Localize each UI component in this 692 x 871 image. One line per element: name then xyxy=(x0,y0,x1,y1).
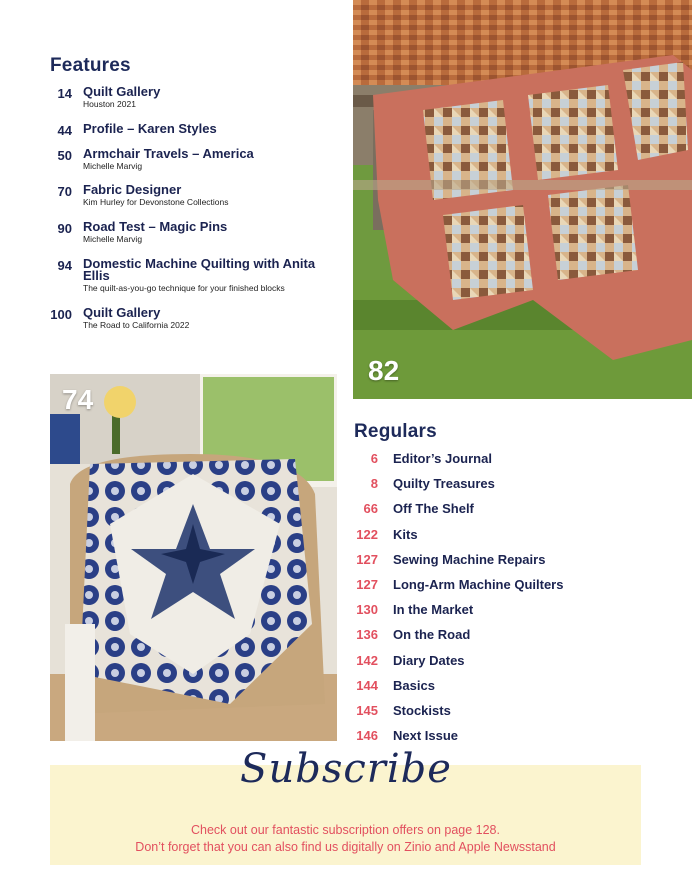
regulars-item-title: Diary Dates xyxy=(393,652,465,668)
features-item-title: Armchair Travels – America xyxy=(83,146,254,161)
quilt-on-fence-photo xyxy=(353,0,692,399)
regulars-item-title: On the Road xyxy=(393,627,471,643)
features-item-subtitle: The quilt-as-you-go technique for your finished blocks xyxy=(83,283,285,293)
regulars-item-page: 8 xyxy=(370,476,378,492)
regulars-item xyxy=(352,552,652,577)
regulars-item xyxy=(352,703,652,728)
regulars-item-title: Basics xyxy=(393,677,435,693)
features-item-title: Quilt Gallery xyxy=(83,305,161,320)
features-item-page: 94 xyxy=(57,258,72,273)
features-item-page: 70 xyxy=(57,184,72,199)
features-item xyxy=(50,148,340,172)
regulars-item-title: Long-Arm Machine Quilters xyxy=(393,576,564,592)
subscribe-digital-text: Don’t forget that you can also find us digitally on Zinio and Apple Newsstand xyxy=(135,840,556,854)
features-item-page: 90 xyxy=(57,221,72,236)
regulars-item-title: Next Issue xyxy=(393,728,459,744)
regulars-item-page: 136 xyxy=(356,627,378,643)
regulars-item-page: 122 xyxy=(356,526,378,542)
regulars-item-page: 127 xyxy=(356,551,378,567)
features-item-subtitle: Houston 2021 xyxy=(83,99,136,109)
regulars-list xyxy=(352,451,652,753)
regulars-item xyxy=(352,678,652,703)
features-list xyxy=(50,86,340,331)
features-item-title: Road Test – Magic Pins xyxy=(83,219,228,234)
regulars-item xyxy=(352,476,652,501)
regulars-item-page: 66 xyxy=(363,501,378,517)
features-item-title: Profile – Karen Styles xyxy=(83,121,217,136)
regulars-item-title: In the Market xyxy=(393,602,474,618)
features-item-subtitle: Michelle Marvig xyxy=(83,161,143,171)
regulars-item-page: 145 xyxy=(356,702,378,718)
features-item-title: Fabric Designer xyxy=(83,182,182,197)
regulars-item xyxy=(352,501,652,526)
regulars-item-page: 130 xyxy=(356,602,378,618)
features-item-subtitle: The Road to California 2022 xyxy=(83,320,190,330)
regulars-item-page: 6 xyxy=(370,451,378,466)
regulars-item-page: 127 xyxy=(356,576,378,592)
features-item-page: 14 xyxy=(57,86,72,101)
features-item-page: 50 xyxy=(57,148,72,163)
regulars-item xyxy=(352,577,652,602)
features-item-subtitle: Kim Hurley for Devonstone Collections xyxy=(83,197,229,207)
features-item-page: 44 xyxy=(57,123,72,138)
blue-quilt-chair-photo xyxy=(50,374,337,741)
regulars-item-page: 144 xyxy=(356,677,378,693)
features-item-page: 100 xyxy=(50,307,72,322)
page-number-74: 74 xyxy=(62,384,94,415)
features-item xyxy=(50,258,340,294)
subscribe-heading: Subscribe xyxy=(240,746,452,792)
regulars-item xyxy=(352,527,652,552)
regulars-item-title: Kits xyxy=(393,526,418,542)
page-number-82: 82 xyxy=(368,355,400,386)
regulars-item-title: Off The Shelf xyxy=(393,501,474,517)
regulars-item-title: Stockists xyxy=(393,702,451,718)
features-item-title: Domestic Machine Quilting with Anita Ellis xyxy=(83,256,316,283)
regulars-item-page: 142 xyxy=(356,652,378,668)
features-item xyxy=(50,221,340,245)
subscribe-offer-text: Check out our fantastic subscription offers on page 128. xyxy=(191,823,500,837)
features-heading: Features xyxy=(50,55,131,76)
features-item xyxy=(50,307,340,331)
features-item xyxy=(50,184,340,208)
features-item-subtitle: Michelle Marvig xyxy=(83,234,143,244)
regulars-item-title: Quilty Treasures xyxy=(393,476,495,492)
regulars-item-page: 146 xyxy=(356,728,378,744)
features-item xyxy=(50,121,340,138)
features-item-title: Quilt Gallery xyxy=(83,84,161,99)
regulars-item xyxy=(352,451,652,476)
regulars-item xyxy=(352,602,652,627)
regulars-item xyxy=(352,653,652,678)
regulars-item xyxy=(352,627,652,652)
regulars-item-title: Sewing Machine Repairs xyxy=(393,551,546,567)
regulars-item-title: Editor’s Journal xyxy=(393,451,492,466)
features-item xyxy=(50,86,340,110)
regulars-heading: Regulars xyxy=(354,421,437,442)
